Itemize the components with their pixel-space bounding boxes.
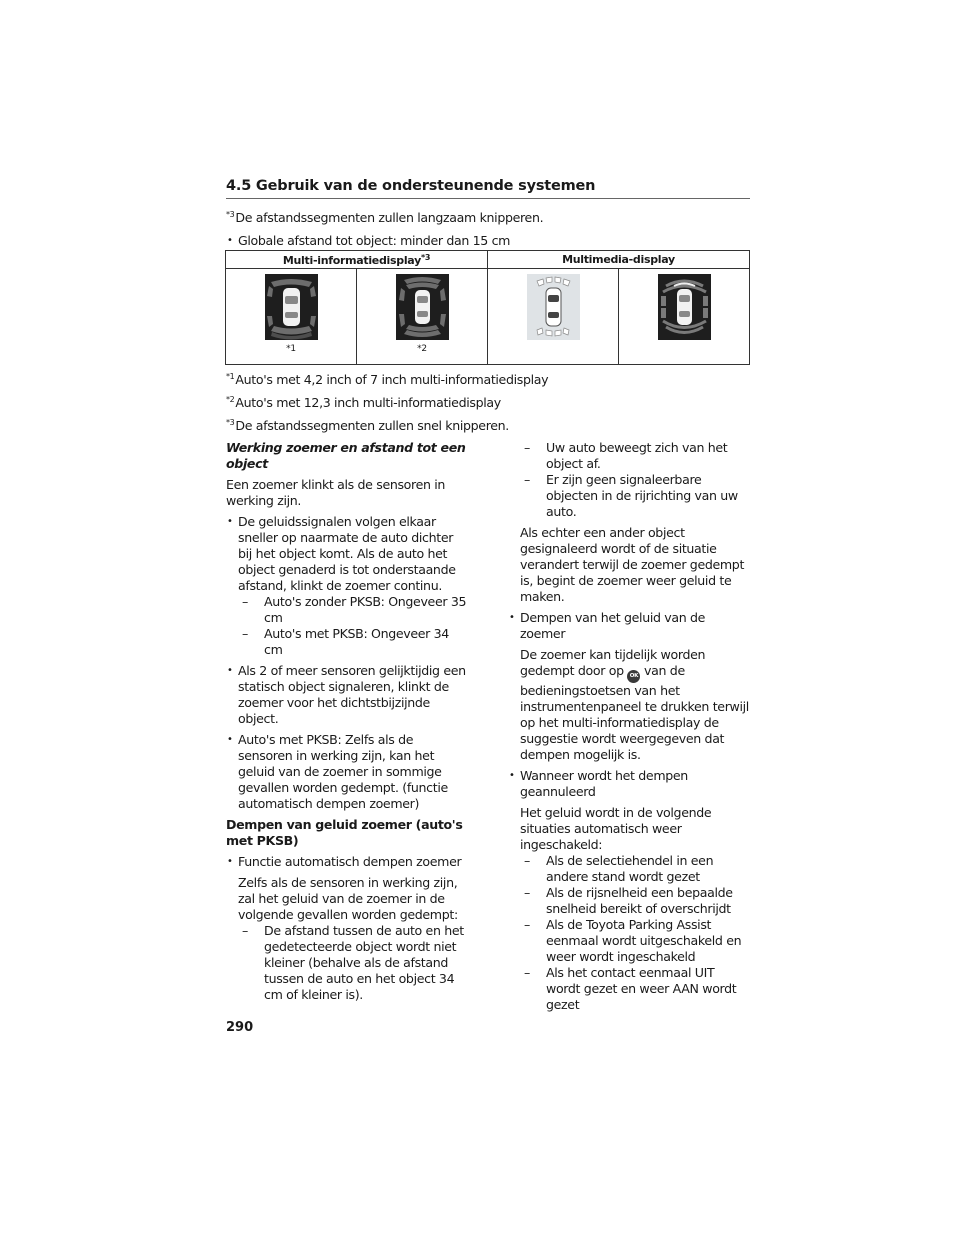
dash-shift-lever: Als de selectiehendel in een andere stand wordt gezet bbox=[546, 853, 714, 884]
caption-star1: *1 bbox=[286, 344, 296, 354]
left-column bbox=[226, 440, 469, 1008]
dash-distance-not-smaller: De afstand tussen de auto en het gedetecteerde object wordt niet kleiner (behalve als de afstand tussen de auto en het object 34 cm of kleiner is). bbox=[264, 923, 464, 1002]
footnote-text: De afstandssegmenten zullen langzaam knipperen. bbox=[235, 210, 544, 225]
caption-star2: *2 bbox=[417, 344, 427, 354]
dash-zonder-pksb: Auto's zonder PKSB: Ongeveer 35 cm bbox=[264, 594, 467, 625]
dash-speed: Als de rijsnelheid een bepaalde snelheid bereikt of overschrijdt bbox=[546, 885, 733, 916]
distance-bullet-text: Globale afstand tot object: minder dan 15 cm bbox=[238, 233, 511, 248]
heading-zoemer-werking: Werking zoemer en afstand tot een object bbox=[226, 440, 466, 471]
bullet-multiple-sensors: • Als 2 of meer sensoren gelijktijdig een statisch object signaleren, klinkt de zoemer voor het dichtstbijzijnde object. bbox=[226, 663, 469, 727]
display-cell-3 bbox=[488, 269, 619, 365]
heading-dempen: Dempen van geluid zoemer (auto's met PKSB) bbox=[226, 817, 463, 848]
car-sensor-image-3 bbox=[527, 274, 580, 340]
display-cell-1 bbox=[226, 269, 357, 365]
bullet-cancel-mute: • Wanneer wordt het dempen geannuleerd bbox=[508, 768, 750, 800]
bullet-pksb-muting: • Auto's met PKSB: Zelfs als de sensoren in werking zijn, kan het geluid van de zoemer in sommige gevallen worden gedempt. (functie automatisch dempen zoemer) bbox=[226, 732, 469, 812]
bullet-auto-mute: • Functie automatisch dempen zoemer bbox=[226, 854, 469, 870]
display-cell-2 bbox=[357, 269, 488, 365]
right-column: – Uw auto beweegt zich van het object af. – Er zijn geen signaleerbare objecten in de rijrichting van uw auto. Als echter een ander object gesignaleerd wordt of de situatie verandert terwijl de zoemer gedempt is, begint de zoemer weer geluid te maken. • Dempen van het geluid van de zoemer De zoemer kan tijdelijk worden gedempt door op OK van de bedieningstoetsen van het instrumentenpaneel te drukken terwijl op het multi-informatiedisplay de suggestie wordt weergegeven dat dempen mogelijk is. • Wanneer wordt het dempen geannuleerd Het geluid wordt in de volgende situaties automatisch weer ingeschakeld: – Als de selectiehendel in een andere stand wordt gezet – Als de rijsnelheid een bepaalde snelheid bereikt of overschrijdt – Als de Toyota Parking Assist eenmaal wordt uitgeschakeld en weer wordt ingeschakeld – Als het contact eenmaal UIT wordt gezet en weer AAN wordt gezet bbox=[508, 440, 750, 1018]
col-multi-header: Multi-informatiedisplay$^{*3}$ bbox=[226, 251, 488, 269]
paragraph-new-object: Als echter een ander object gesignaleerd wordt of de situatie verandert terwijl de zoemer gedempt is, begint de zoemer weer geluid te maken. bbox=[520, 525, 745, 604]
footnote-mark: *3 bbox=[226, 210, 235, 219]
car-sensor-image-1 bbox=[265, 274, 318, 340]
dash-ignition: Als het contact eenmaal UIT wordt gezet en weer AAN wordt gezet bbox=[546, 965, 737, 1012]
dash-moving-away: Uw auto beweegt zich van het object af. bbox=[546, 440, 728, 471]
paragraph-mute-ok: De zoemer kan tijdelijk worden gedempt door op OK van de bedieningstoetsen van het instrumentenpaneel te drukken terwijl op het multi-informatiedisplay de suggestie wordt weergegeven dat dempen mogelijk is. bbox=[520, 647, 749, 762]
auto-mute-paragraph: Zelfs als de sensoren in werking zijn, zal het geluid van de zoemer in de volgende gevallen worden gedempt: – De afstand tussen de auto en het gedetecteerde object wordt niet kleiner (behalve als de afstand tussen de auto en het object 34 cm of kleiner is). bbox=[238, 875, 464, 1002]
dash-met-pksb: Auto's met PKSB: Ongeveer 34 cm bbox=[264, 626, 449, 657]
page-number: 290 bbox=[226, 1020, 254, 1035]
top-footnote bbox=[226, 207, 543, 226]
intro-paragraph: Een zoemer klinkt als de sensoren in werking zijn. bbox=[226, 477, 446, 508]
bullet-signals: • De geluidssignalen volgen elkaar sneller op naarmate de auto dichter bij het object komt. Als de auto het object genaderd is tot onderstaande afstand, klinkt de zoemer continu. – Auto's zonder PKSB: Ongeveer 35 cm – Auto's met PKSB: Ongeveer 34 cm bbox=[226, 514, 469, 658]
section-header: 4.5 Gebruik van de ondersteunende systemen bbox=[226, 178, 750, 199]
footnote-2: $^{*2}$Auto's met 12,3 inch multi-informatiedisplay bbox=[226, 395, 501, 410]
car-sensor-image-4 bbox=[658, 274, 711, 340]
ok-button-icon: OK bbox=[627, 670, 640, 683]
bullet-mute-buzzer: • Dempen van het geluid van de zoemer bbox=[508, 610, 750, 642]
dash-no-objects: Er zijn geen signaleerbare objecten in de rijrichting van uw auto. bbox=[546, 472, 738, 519]
paragraph-reenable: Het geluid wordt in de volgende situaties automatisch weer ingeschakeld: – Als de selectiehendel in een andere stand wordt gezet – Als de rijsnelheid een bepaalde snelheid bereikt of overschrijdt – Als de Toyota Parking Assist eenmaal wordt uitgeschakeld en weer wordt ingeschakeld – Als het contact eenmaal UIT wordt gezet en weer AAN wordt gezet bbox=[520, 805, 742, 1012]
col-media-header: Multimedia-display bbox=[488, 251, 750, 269]
distance-bullet: • Globale afstand tot object: minder dan 15 cm bbox=[227, 233, 511, 248]
footnote-1: $^{*1}$Auto's met 4,2 inch of 7 inch multi-informatiedisplay bbox=[226, 372, 549, 387]
dash-parking-assist: Als de Toyota Parking Assist eenmaal wordt uitgeschakeld en weer wordt ingeschakeld bbox=[546, 917, 742, 964]
footnote-3: $^{*3}$De afstandssegmenten zullen snel knipperen. bbox=[226, 418, 509, 433]
display-cell-4 bbox=[619, 269, 750, 365]
display-table bbox=[225, 250, 750, 365]
car-sensor-image-2 bbox=[396, 274, 449, 340]
